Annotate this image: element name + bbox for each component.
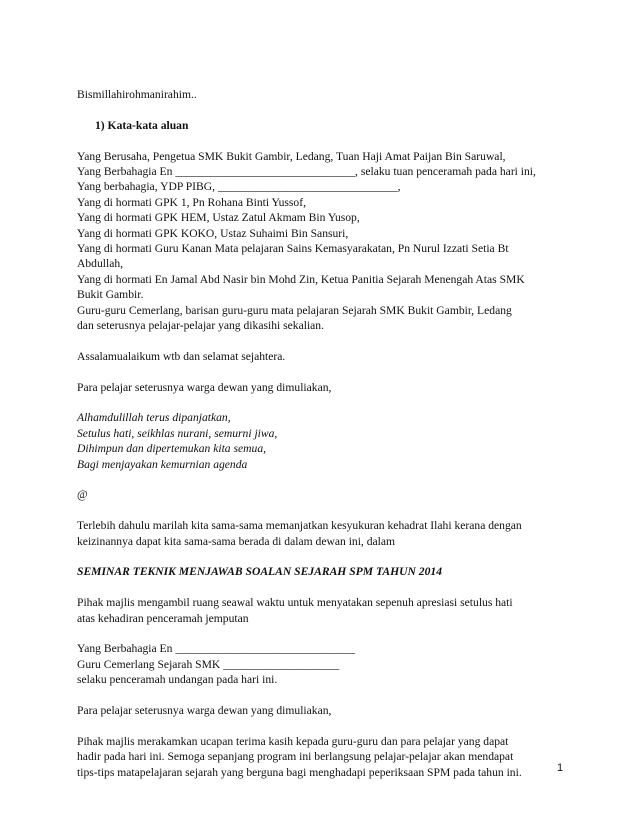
spacer (77, 333, 557, 348)
spacer (77, 102, 557, 117)
paragraph-line: Pihak majlis mengambil ruang seawal waktu untuk menyatakan sepenuh apresiasi setulus hati (77, 596, 513, 610)
salutation-line: Guru-guru Cemerlang, barisan guru-guru mata pelajaran Sejarah SMK Bukit Gambir, Ledang (77, 303, 512, 317)
section-heading: 1) Kata-kata aluan (95, 118, 189, 132)
poem-line: Setulus hati, seikhlas nurani, semurni jiwa, (77, 426, 278, 440)
paragraph-line: tips-tips matapelajaran sejarah yang berguna bagi menghadapi peperiksaan SPM pada tahun ini. (77, 765, 522, 779)
salutation-line: Yang di hormati Guru Kanan Mata pelajaran Sains Kemasyarakatan, Pn Nurul Izzati Setia Bt (77, 242, 509, 256)
poem-line: Dihimpun dan dipertemukan kita semua, (77, 442, 267, 456)
paragraph-line: atas kehadiran penceramah jemputan (77, 611, 249, 625)
poem-block (77, 410, 557, 472)
salutation-line: Yang di hormati GPK 1, Pn Rohana Binti Yussof, (77, 195, 306, 209)
spacer (77, 395, 557, 410)
event-title: SEMINAR TEKNIK MENJAWAB SOALAN SEJARAH SPM TAHUN 2014 (77, 565, 442, 579)
salutation-line: Abdullah, (77, 257, 124, 271)
page-number: 1 (557, 762, 564, 774)
salutation-line: dan seterusnya pelajar-pelajar yang dikasihi sekalian. (77, 319, 325, 333)
poem-line: Alhamdulillah terus dipanjatkan, (77, 411, 231, 425)
spacer (77, 364, 557, 379)
address-line: Para pelajar seterusnya warga dewan yang dimuliakan, (77, 704, 332, 718)
salutation-line: Bukit Gambir. (77, 288, 144, 302)
guest-line: selaku penceramah undangan pada hari ini. (77, 673, 278, 687)
address-line: Para pelajar seterusnya warga dewan yang dimuliakan, (77, 380, 332, 394)
guest-line: Guru Cemerlang Sejarah SMK ____________________ (77, 657, 340, 671)
salam-line: Assalamualaikum wtb dan selamat sejahtera. (77, 349, 286, 363)
document-body (77, 87, 557, 780)
salutation-line: Yang Berbahagia En _______________________________, selaku tuan penceramah pada hari ini, (77, 165, 536, 178)
spacer (77, 688, 557, 703)
salutation-line: Yang Berusaha, Pengetua SMK Bukit Gambir, Ledang, Tuan Haji Amat Paijan Bin Saruwal, (77, 149, 506, 163)
guest-block (77, 641, 557, 687)
guest-line: Yang Berbahagia En _______________________________ (77, 642, 356, 656)
spacer (77, 472, 557, 487)
spacer (77, 580, 557, 595)
greeting: Bismillahirohmanirahim.. (77, 88, 197, 101)
paragraph-line: keizinannya dapat kita sama-sama berada di dalam dewan ini, dalam (77, 534, 396, 548)
paragraph-line: Pihak majlis merakamkan ucapan terima kasih kepada guru-guru dan para pelajar yang dapat (77, 734, 509, 748)
spacer (77, 718, 557, 733)
spacer (77, 503, 557, 518)
closing-paragraph (77, 734, 557, 780)
spacer (77, 549, 557, 564)
salutation-line: Yang di hormati GPK HEM, Ustaz Zatul Akmam Bin Yusop, (77, 211, 360, 225)
salutation-line: Yang di hormati En Jamal Abd Nasir bin Mohd Zin, Ketua Panitia Sejarah Menengah Atas SMK (77, 272, 525, 286)
paragraph-line: hadir pada hari ini. Semoga sepanjang program ini berlangsung pelajar-pelajar akan mendapat (77, 750, 514, 764)
salutation-line: Yang di hormati GPK KOKO, Ustaz Suhaimi Bin Sansuri, (77, 226, 349, 240)
spacer (77, 626, 557, 641)
salutation-line: Yang berbahagia, YDP PIBG, _______________________________, (77, 180, 401, 194)
poem-line: Bagi menjayakan kemurnian agenda (77, 457, 248, 471)
alt-marker: @ (77, 488, 88, 502)
paragraph-line: Terlebih dahulu marilah kita sama-sama memanjatkan kesyukuran kehadrat Ilahi kerana dengan (77, 519, 522, 533)
appreciation-paragraph (77, 595, 557, 626)
opening-salutations (77, 149, 557, 334)
gratitude-paragraph (77, 518, 557, 549)
spacer (77, 133, 557, 148)
